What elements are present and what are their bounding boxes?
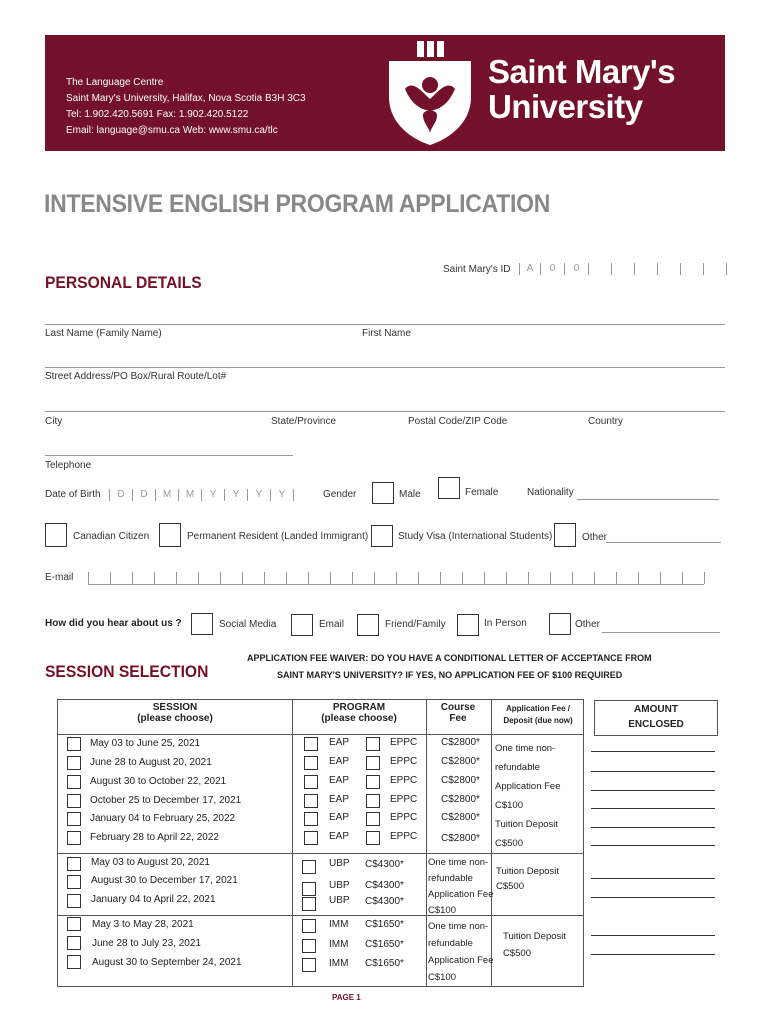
hear-about-label: How did you hear about us ? xyxy=(45,618,182,629)
amount-field-line[interactable] xyxy=(591,771,715,772)
program-name: IMM xyxy=(329,919,349,930)
session-date: October 25 to December 17, 2021 xyxy=(90,795,242,806)
deposit-line: C$100 xyxy=(495,800,523,811)
program-name: EPPC xyxy=(390,831,418,842)
session-date: August 30 to December 17, 2021 xyxy=(91,875,238,886)
hear-option-label: Other xyxy=(575,619,601,630)
program-name: EAP xyxy=(329,775,350,786)
other-source-field-line[interactable] xyxy=(602,632,720,633)
female-label: Female xyxy=(465,487,499,498)
female-checkbox[interactable] xyxy=(438,477,460,499)
contact-line: Email: language@smu.ca Web: www.smu.ca/tlc xyxy=(66,125,278,136)
session-date: August 30 to September 24, 2021 xyxy=(92,957,242,968)
appfee-line: C$100 xyxy=(428,905,456,916)
deposit-line: C$500 xyxy=(496,881,524,892)
email-comb-tick xyxy=(550,572,551,584)
eppc-checkbox[interactable] xyxy=(366,775,380,789)
nationality-label: Nationality xyxy=(527,487,574,498)
telephone-label: Telephone xyxy=(45,460,92,471)
study-visa-checkbox[interactable] xyxy=(371,525,393,547)
page-number: PAGE 1 xyxy=(332,993,361,1002)
id-char xyxy=(657,263,680,275)
course-fee: C$2800* xyxy=(441,794,480,805)
email-comb-tick xyxy=(286,572,287,584)
session-checkbox[interactable] xyxy=(67,756,81,770)
deposit-line: C$500 xyxy=(503,948,531,959)
status-option-label: Study Visa (International Students) xyxy=(398,531,553,542)
postal-label: Postal Code/ZIP Code xyxy=(408,416,508,427)
email-comb-tick xyxy=(242,572,243,584)
id-char xyxy=(703,263,727,275)
col-header-fee xyxy=(428,702,488,724)
personal-details-heading: PERSONAL DETAILS xyxy=(45,273,202,292)
course-fee: C$2800* xyxy=(441,812,480,823)
program-name: UBP xyxy=(329,895,350,906)
deposit-line: Application Fee xyxy=(495,781,561,792)
email-comb-tick xyxy=(418,572,419,584)
header-text: Application Fee / xyxy=(505,704,570,713)
session-date: January 04 to February 25, 2022 xyxy=(90,813,236,824)
first-name-label: First Name xyxy=(362,328,411,339)
email-comb-tick xyxy=(352,572,353,584)
dob-char: M xyxy=(178,489,201,501)
session-selection-heading: SESSION SELECTION xyxy=(45,662,209,681)
program-name: EAP xyxy=(329,756,350,767)
amount-field-line[interactable] xyxy=(591,878,715,879)
appfee-line: refundable xyxy=(428,873,473,884)
eppc-checkbox[interactable] xyxy=(366,737,380,751)
session-checkbox[interactable] xyxy=(67,794,81,808)
in-person-checkbox[interactable] xyxy=(457,614,479,636)
gender-label: Gender xyxy=(323,489,357,500)
eap-checkbox[interactable] xyxy=(304,831,318,845)
eap-checkbox[interactable] xyxy=(304,737,318,751)
dob-char: D xyxy=(132,489,155,501)
country-label: Country xyxy=(588,416,624,427)
email-comb-tick xyxy=(374,572,375,584)
header-text: (please choose) xyxy=(137,713,213,724)
program-name: UBP xyxy=(329,880,350,891)
header-text: AMOUNT xyxy=(634,704,678,715)
program-name: EPPC xyxy=(390,794,418,805)
program-name: EPPC xyxy=(390,737,418,748)
imm-checkbox[interactable] xyxy=(302,958,316,972)
status-option-label: Permanent Resident (Landed Immigrant) xyxy=(187,531,369,542)
street-field-line[interactable] xyxy=(45,367,725,368)
id-char: 0 xyxy=(540,263,564,275)
appfee-line: One time non- xyxy=(428,857,489,868)
group2-appfee-text xyxy=(428,855,493,919)
dob-char: D xyxy=(109,489,132,501)
dob-label: Date of Birth xyxy=(45,489,101,500)
group2-deposit-text xyxy=(496,864,559,894)
table-divider xyxy=(57,915,584,916)
email-comb-tick xyxy=(176,572,177,584)
other-source-checkbox[interactable] xyxy=(549,613,571,635)
session-date: June 28 to August 20, 2021 xyxy=(90,757,212,768)
male-label: Male xyxy=(399,489,421,500)
email-comb-tick xyxy=(660,572,661,584)
program-name: EPPC xyxy=(390,775,418,786)
email-label: E-mail xyxy=(45,572,74,583)
id-char xyxy=(634,263,657,275)
permanent-resident-checkbox[interactable] xyxy=(159,523,181,547)
col-header-session xyxy=(100,702,250,724)
table-divider xyxy=(57,734,584,735)
other-status-field-line[interactable] xyxy=(606,542,721,543)
ubp-checkbox[interactable] xyxy=(302,897,316,911)
email-comb-tick xyxy=(132,572,133,584)
email-comb-tick xyxy=(220,572,221,584)
group3-appfee-text xyxy=(428,918,493,986)
session-date: May 03 to June 25, 2021 xyxy=(90,738,201,749)
dob-char: Y xyxy=(224,489,247,501)
hear-option-label: Email xyxy=(319,619,345,630)
contact-info xyxy=(66,75,306,139)
eppc-checkbox[interactable] xyxy=(366,794,380,808)
course-fee: C$2800* xyxy=(441,833,480,844)
eap-checkbox[interactable] xyxy=(304,794,318,808)
university-wordmark xyxy=(488,54,675,124)
eppc-checkbox[interactable] xyxy=(366,831,380,845)
friend-family-checkbox[interactable] xyxy=(357,614,379,636)
university-crest-icon xyxy=(385,39,475,147)
email-comb-tick xyxy=(330,572,331,584)
deposit-line: C$500 xyxy=(495,838,523,849)
course-fee: C$4300* xyxy=(365,896,404,907)
amount-field-line[interactable] xyxy=(591,954,715,955)
state-label: State/Province xyxy=(271,416,337,427)
city-label: City xyxy=(45,416,63,427)
id-char xyxy=(588,263,611,275)
contact-line: Tel: 1.902.420.5691 Fax: 1.902.420.5122 xyxy=(66,109,249,120)
col-header-amount xyxy=(594,700,718,736)
fee-waiver-line1: APPLICATION FEE WAIVER: DO YOU HAVE A CONDITIONAL LETTER OF ACCEPTANCE FROM xyxy=(247,653,652,663)
deposit-line: Tuition Deposit xyxy=(496,866,560,877)
email-comb-tick xyxy=(88,572,89,584)
email-field[interactable] xyxy=(88,584,704,585)
header-text: SESSION xyxy=(152,702,198,713)
eap-checkbox[interactable] xyxy=(304,775,318,789)
session-date: February 28 to April 22, 2022 xyxy=(90,832,219,843)
session-checkbox[interactable] xyxy=(67,894,81,908)
program-name: IMM xyxy=(329,939,349,950)
header-text: Course xyxy=(440,702,476,713)
id-char xyxy=(611,263,634,275)
deposit-line: refundable xyxy=(495,762,540,773)
program-name: EAP xyxy=(329,812,350,823)
last-name-label: Last Name (Family Name) xyxy=(45,328,162,339)
table-divider xyxy=(426,699,427,987)
dob-char: Y xyxy=(247,489,270,501)
eap-checkbox[interactable] xyxy=(304,812,318,826)
email-comb-tick xyxy=(638,572,639,584)
hear-option-label: Friend/Family xyxy=(385,619,446,630)
session-checkbox[interactable] xyxy=(67,875,81,889)
group1-deposit-text xyxy=(495,739,560,853)
session-checkbox[interactable] xyxy=(67,812,81,826)
smu-id-label: Saint Mary's ID xyxy=(443,264,511,275)
id-char xyxy=(680,263,703,275)
nationality-field-line[interactable] xyxy=(577,499,719,500)
email-comb-tick xyxy=(198,572,199,584)
amount-field-line[interactable] xyxy=(591,751,715,752)
email-comb-tick xyxy=(462,572,463,584)
header-text: Deposit (due now) xyxy=(503,716,573,725)
email-comb-tick xyxy=(110,572,111,584)
session-checkbox[interactable] xyxy=(67,936,81,950)
course-fee: C$2800* xyxy=(441,756,480,767)
status-option-label: Other xyxy=(582,532,608,543)
course-fee: C$2800* xyxy=(441,775,480,786)
email-comb-tick xyxy=(396,572,397,584)
header-text: Fee xyxy=(449,713,467,724)
course-fee: C$2800* xyxy=(441,737,480,748)
imm-checkbox[interactable] xyxy=(302,939,316,953)
email-comb-tick xyxy=(616,572,617,584)
dob-char: Y xyxy=(270,489,294,501)
brand-line1: Saint Mary's xyxy=(488,53,676,90)
table-divider xyxy=(57,853,584,854)
eap-checkbox[interactable] xyxy=(304,756,318,770)
program-name: EAP xyxy=(329,794,350,805)
appfee-line: One time non- xyxy=(428,921,489,932)
program-name: EAP xyxy=(329,737,350,748)
email-comb-tick xyxy=(528,572,529,584)
city-field-line[interactable] xyxy=(45,411,725,412)
session-date: August 30 to October 22, 2021 xyxy=(90,776,227,787)
fee-waiver-line2: SAINT MARY'S UNIVERSITY? IF YES, NO APPLICATION FEE OF $100 REQUIRED xyxy=(277,670,623,680)
eppc-checkbox[interactable] xyxy=(366,812,380,826)
amount-field-line[interactable] xyxy=(591,827,715,828)
program-name: UBP xyxy=(329,858,350,869)
session-checkbox[interactable] xyxy=(67,737,81,751)
email-comb-tick xyxy=(594,572,595,584)
amount-field-line[interactable] xyxy=(591,935,715,936)
social-media-checkbox[interactable] xyxy=(191,613,213,635)
dob-field[interactable] xyxy=(109,489,294,501)
email-comb-tick xyxy=(154,572,155,584)
amount-field-line[interactable] xyxy=(591,808,715,809)
program-name: EPPC xyxy=(390,756,418,767)
session-checkbox[interactable] xyxy=(67,955,81,969)
dob-char: Y xyxy=(201,489,224,501)
session-checkbox[interactable] xyxy=(67,857,81,871)
program-name: IMM xyxy=(329,958,349,969)
eppc-checkbox[interactable] xyxy=(366,756,380,770)
hear-option-label: Social Media xyxy=(219,619,277,630)
telephone-field-line[interactable] xyxy=(45,455,293,456)
contact-line: The Language Centre xyxy=(66,77,164,88)
amount-field-line[interactable] xyxy=(591,845,715,846)
appfee-line: Application Fee xyxy=(428,955,494,966)
email-comb-tick xyxy=(308,572,309,584)
session-checkbox[interactable] xyxy=(67,775,81,789)
hear-option-label: In Person xyxy=(484,618,527,629)
course-fee: C$4300* xyxy=(365,859,404,870)
table-divider xyxy=(292,699,293,987)
smu-id-field[interactable] xyxy=(519,263,727,275)
brand-line2: University xyxy=(488,88,643,125)
deposit-line: Tuition Deposit xyxy=(503,931,567,942)
id-char: A xyxy=(519,263,540,275)
street-label: Street Address/PO Box/Rural Route/Lot# xyxy=(45,371,227,382)
page-title: INTENSIVE ENGLISH PROGRAM APPLICATION xyxy=(44,190,551,218)
deposit-line: Tuition Deposit xyxy=(495,819,559,830)
dob-char: M xyxy=(155,489,178,501)
id-char: 0 xyxy=(564,263,588,275)
appfee-line: Application Fee xyxy=(428,889,494,900)
email-comb-tick xyxy=(682,572,683,584)
session-checkbox[interactable] xyxy=(67,917,81,931)
appfee-line: refundable xyxy=(428,938,473,949)
email-comb-tick xyxy=(484,572,485,584)
canadian-citizen-checkbox[interactable] xyxy=(45,523,67,547)
email-comb-tick xyxy=(704,572,705,584)
email-comb-tick xyxy=(506,572,507,584)
email-comb-tick xyxy=(440,572,441,584)
header-text: PROGRAM xyxy=(332,702,386,713)
amount-field-line[interactable] xyxy=(591,790,715,791)
session-date: January 04 to April 22, 2021 xyxy=(91,894,216,905)
group3-deposit-text xyxy=(503,928,566,962)
course-fee: C$1650* xyxy=(365,939,404,950)
email-source-checkbox[interactable] xyxy=(291,614,313,636)
col-header-program xyxy=(300,702,418,724)
session-date: June 28 to July 23, 2021 xyxy=(92,938,201,949)
imm-checkbox[interactable] xyxy=(302,919,316,933)
course-fee: C$4300* xyxy=(365,880,404,891)
header-banner xyxy=(45,35,725,151)
amount-field-line[interactable] xyxy=(591,897,715,898)
status-option-label: Canadian Citizen xyxy=(73,531,150,542)
course-fee: C$1650* xyxy=(365,958,404,969)
session-date: May 03 to August 20, 2021 xyxy=(91,857,210,868)
col-header-deposit xyxy=(493,704,583,725)
name-field-line[interactable] xyxy=(45,324,725,325)
session-checkbox[interactable] xyxy=(67,831,81,845)
course-fee: C$1650* xyxy=(365,919,404,930)
contact-line: Saint Mary's University, Halifax, Nova Scotia B3H 3C3 xyxy=(66,93,306,104)
header-text: ENCLOSED xyxy=(628,719,684,730)
header-text: (please choose) xyxy=(321,713,397,724)
session-date: May 3 to May 28, 2021 xyxy=(92,919,194,930)
appfee-line: C$100 xyxy=(428,972,456,983)
email-comb-tick xyxy=(264,572,265,584)
ubp-checkbox[interactable] xyxy=(302,882,316,896)
program-name: EAP xyxy=(329,831,350,842)
deposit-line: One time non- xyxy=(495,743,556,754)
ubp-checkbox[interactable] xyxy=(302,860,316,874)
email-comb-tick xyxy=(572,572,573,584)
other-status-checkbox[interactable] xyxy=(554,523,576,547)
male-checkbox[interactable] xyxy=(372,482,394,504)
program-name: EPPC xyxy=(390,812,418,823)
